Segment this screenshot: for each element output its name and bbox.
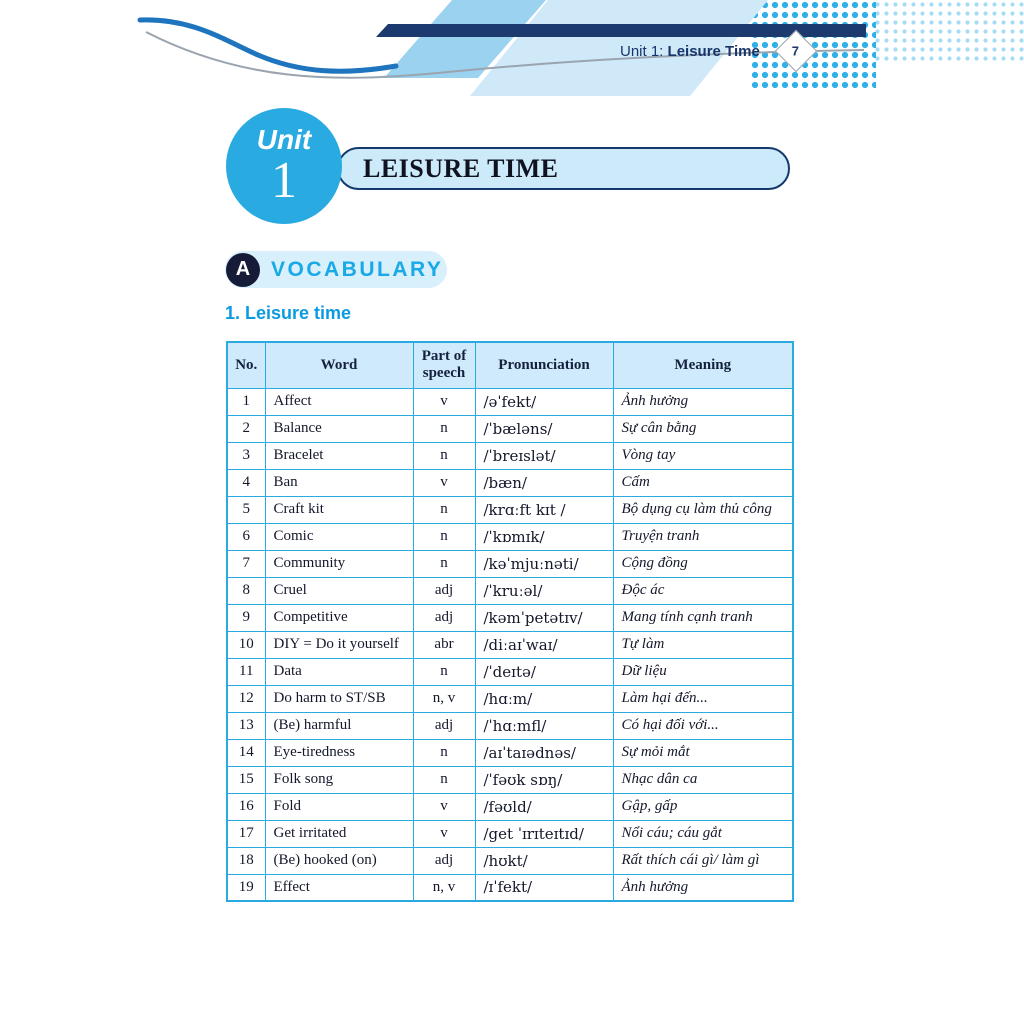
col-header-meaning: Meaning <box>613 342 793 388</box>
cell-pronunciation: /ˈdeɪtə/ <box>475 658 613 685</box>
cell-pronunciation: /ˈbæləns/ <box>475 415 613 442</box>
cell-pronunciation: /kəˈmjuːnəti/ <box>475 550 613 577</box>
cell-meaning: Nhạc dân ca <box>613 766 793 793</box>
halftone-dots-cyan <box>752 0 876 92</box>
table-row <box>227 658 793 685</box>
table-row <box>227 604 793 631</box>
cell-pos: adj <box>413 604 475 631</box>
cell-pronunciation: /krɑːft kɪt / <box>475 496 613 523</box>
unit-badge-label: Unit <box>256 123 312 155</box>
cell-meaning: Rất thích cái gì/ làm gì <box>613 847 793 874</box>
table-row <box>227 631 793 658</box>
cell-no: 19 <box>227 874 265 901</box>
cell-meaning: Mang tính cạnh tranh <box>613 604 793 631</box>
table-row <box>227 685 793 712</box>
cell-meaning: Gập, gấp <box>613 793 793 820</box>
page-number: 7 <box>792 43 800 59</box>
cell-meaning: Có hại đối với... <box>613 712 793 739</box>
cell-pronunciation: /diːaɪˈwaɪ/ <box>475 631 613 658</box>
cell-word: Cruel <box>265 577 413 604</box>
table-row <box>227 766 793 793</box>
cell-pos: v <box>413 469 475 496</box>
cell-meaning: Truyện tranh <box>613 523 793 550</box>
cell-pronunciation: /ˈhɑːmfl/ <box>475 712 613 739</box>
cell-no: 2 <box>227 415 265 442</box>
cell-pos: v <box>413 820 475 847</box>
cell-no: 7 <box>227 550 265 577</box>
table-row <box>227 739 793 766</box>
cell-pos: abr <box>413 631 475 658</box>
cell-meaning: Sự mỏi mắt <box>613 739 793 766</box>
cell-word: Do harm to ST/SB <box>265 685 413 712</box>
cell-no: 5 <box>227 496 265 523</box>
cell-no: 8 <box>227 577 265 604</box>
cell-pronunciation: /bæn/ <box>475 469 613 496</box>
cell-word: Competitive <box>265 604 413 631</box>
cell-meaning: Ảnh hưởng <box>613 388 793 415</box>
cell-meaning: Cộng đồng <box>613 550 793 577</box>
table-row <box>227 388 793 415</box>
cell-no: 9 <box>227 604 265 631</box>
cell-pronunciation: /ˈkruːəl/ <box>475 577 613 604</box>
vocabulary-section-title: VOCABULARY <box>271 257 444 281</box>
cell-word: Bracelet <box>265 442 413 469</box>
cell-no: 17 <box>227 820 265 847</box>
cell-pronunciation: /kəmˈpetətɪv/ <box>475 604 613 631</box>
cell-meaning: Bộ dụng cụ làm thủ công <box>613 496 793 523</box>
cell-word: Affect <box>265 388 413 415</box>
unit-badge <box>226 108 342 224</box>
col-header-no: No. <box>227 342 265 388</box>
cell-meaning: Nổi cáu; cáu gắt <box>613 820 793 847</box>
running-header <box>620 43 760 60</box>
cell-no: 18 <box>227 847 265 874</box>
cell-word: Get irritated <box>265 820 413 847</box>
blue-swoosh-line <box>140 20 396 71</box>
table-row <box>227 847 793 874</box>
cell-word: (Be) harmful <box>265 712 413 739</box>
cell-pronunciation: /ɪˈfekt/ <box>475 874 613 901</box>
table-row <box>227 793 793 820</box>
subsection-title: 1. Leisure time <box>225 303 352 323</box>
table-row <box>227 415 793 442</box>
cell-word: Balance <box>265 415 413 442</box>
cell-pos: n, v <box>413 874 475 901</box>
cell-no: 6 <box>227 523 265 550</box>
unit-title-text: LEISURE TIME <box>363 153 559 183</box>
cell-pos: n <box>413 496 475 523</box>
table-row <box>227 874 793 901</box>
col-header-pos: Part of speech <box>413 342 475 388</box>
cell-no: 16 <box>227 793 265 820</box>
unit-title-bar <box>337 147 790 190</box>
table-row <box>227 469 793 496</box>
table-row <box>227 820 793 847</box>
cell-pos: n <box>413 442 475 469</box>
running-header-unit-title: Leisure Time <box>667 43 760 60</box>
cell-no: 3 <box>227 442 265 469</box>
table-row <box>227 712 793 739</box>
table-row <box>227 523 793 550</box>
cell-meaning: Tự làm <box>613 631 793 658</box>
cell-pos: adj <box>413 577 475 604</box>
cell-meaning: Độc ác <box>613 577 793 604</box>
vocabulary-table <box>226 341 794 902</box>
cell-no: 12 <box>227 685 265 712</box>
cell-no: 1 <box>227 388 265 415</box>
cell-word: Data <box>265 658 413 685</box>
cell-meaning: Ảnh hưởng <box>613 874 793 901</box>
cell-pronunciation: /əˈfekt/ <box>475 388 613 415</box>
cell-no: 13 <box>227 712 265 739</box>
cell-pos: n <box>413 658 475 685</box>
cell-word: DIY = Do it yourself <box>265 631 413 658</box>
cell-pos: n <box>413 739 475 766</box>
cell-pos: n <box>413 550 475 577</box>
cell-pos: adj <box>413 847 475 874</box>
section-icon-letter: A <box>235 258 251 280</box>
table-header-row <box>227 342 793 388</box>
cell-word: Effect <box>265 874 413 901</box>
cell-no: 14 <box>227 739 265 766</box>
cell-pos: v <box>413 388 475 415</box>
header-decoration <box>0 0 1024 120</box>
cell-pos: n <box>413 766 475 793</box>
cell-word: Comic <box>265 523 413 550</box>
cell-meaning: Làm hại đến... <box>613 685 793 712</box>
cell-word: Ban <box>265 469 413 496</box>
table-row <box>227 577 793 604</box>
cell-pronunciation: /fəʊld/ <box>475 793 613 820</box>
cell-word: Community <box>265 550 413 577</box>
cell-pos: adj <box>413 712 475 739</box>
table-row <box>227 496 793 523</box>
cell-pos: n, v <box>413 685 475 712</box>
cell-meaning: Dữ liệu <box>613 658 793 685</box>
cell-no: 15 <box>227 766 265 793</box>
cell-pos: v <box>413 793 475 820</box>
cell-meaning: Cấm <box>613 469 793 496</box>
col-header-pron: Pronunciation <box>475 342 613 388</box>
cell-pronunciation: /hɑːm/ <box>475 685 613 712</box>
col-header-word: Word <box>265 342 413 388</box>
cell-pronunciation: /hʊkt/ <box>475 847 613 874</box>
cell-no: 4 <box>227 469 265 496</box>
table-row <box>227 550 793 577</box>
cell-word: Folk song <box>265 766 413 793</box>
cell-pronunciation: /ˈbreɪslət/ <box>475 442 613 469</box>
cell-no: 11 <box>227 658 265 685</box>
halftone-dots-light <box>874 0 1024 62</box>
cell-word: (Be) hooked (on) <box>265 847 413 874</box>
cell-meaning: Sự cân bằng <box>613 415 793 442</box>
cell-no: 10 <box>227 631 265 658</box>
cell-word: Craft kit <box>265 496 413 523</box>
cell-pronunciation: /ˈkɒmɪk/ <box>475 523 613 550</box>
cell-pronunciation: /aɪˈtaɪədnəs/ <box>475 739 613 766</box>
cell-pronunciation: /get ˈɪrɪteɪtɪd/ <box>475 820 613 847</box>
running-header-unit-label: Unit 1: <box>620 43 664 60</box>
table-row <box>227 442 793 469</box>
unit-badge-number: 1 <box>271 151 297 209</box>
vocabulary-section-header <box>225 251 447 288</box>
cell-word: Fold <box>265 793 413 820</box>
section-a-icon <box>226 253 260 287</box>
cell-word: Eye-tiredness <box>265 739 413 766</box>
cell-pronunciation: /ˈfəʊk sɒŋ/ <box>475 766 613 793</box>
cell-meaning: Vòng tay <box>613 442 793 469</box>
cell-pos: n <box>413 415 475 442</box>
vocab-table-body <box>227 388 793 901</box>
cell-pos: n <box>413 523 475 550</box>
